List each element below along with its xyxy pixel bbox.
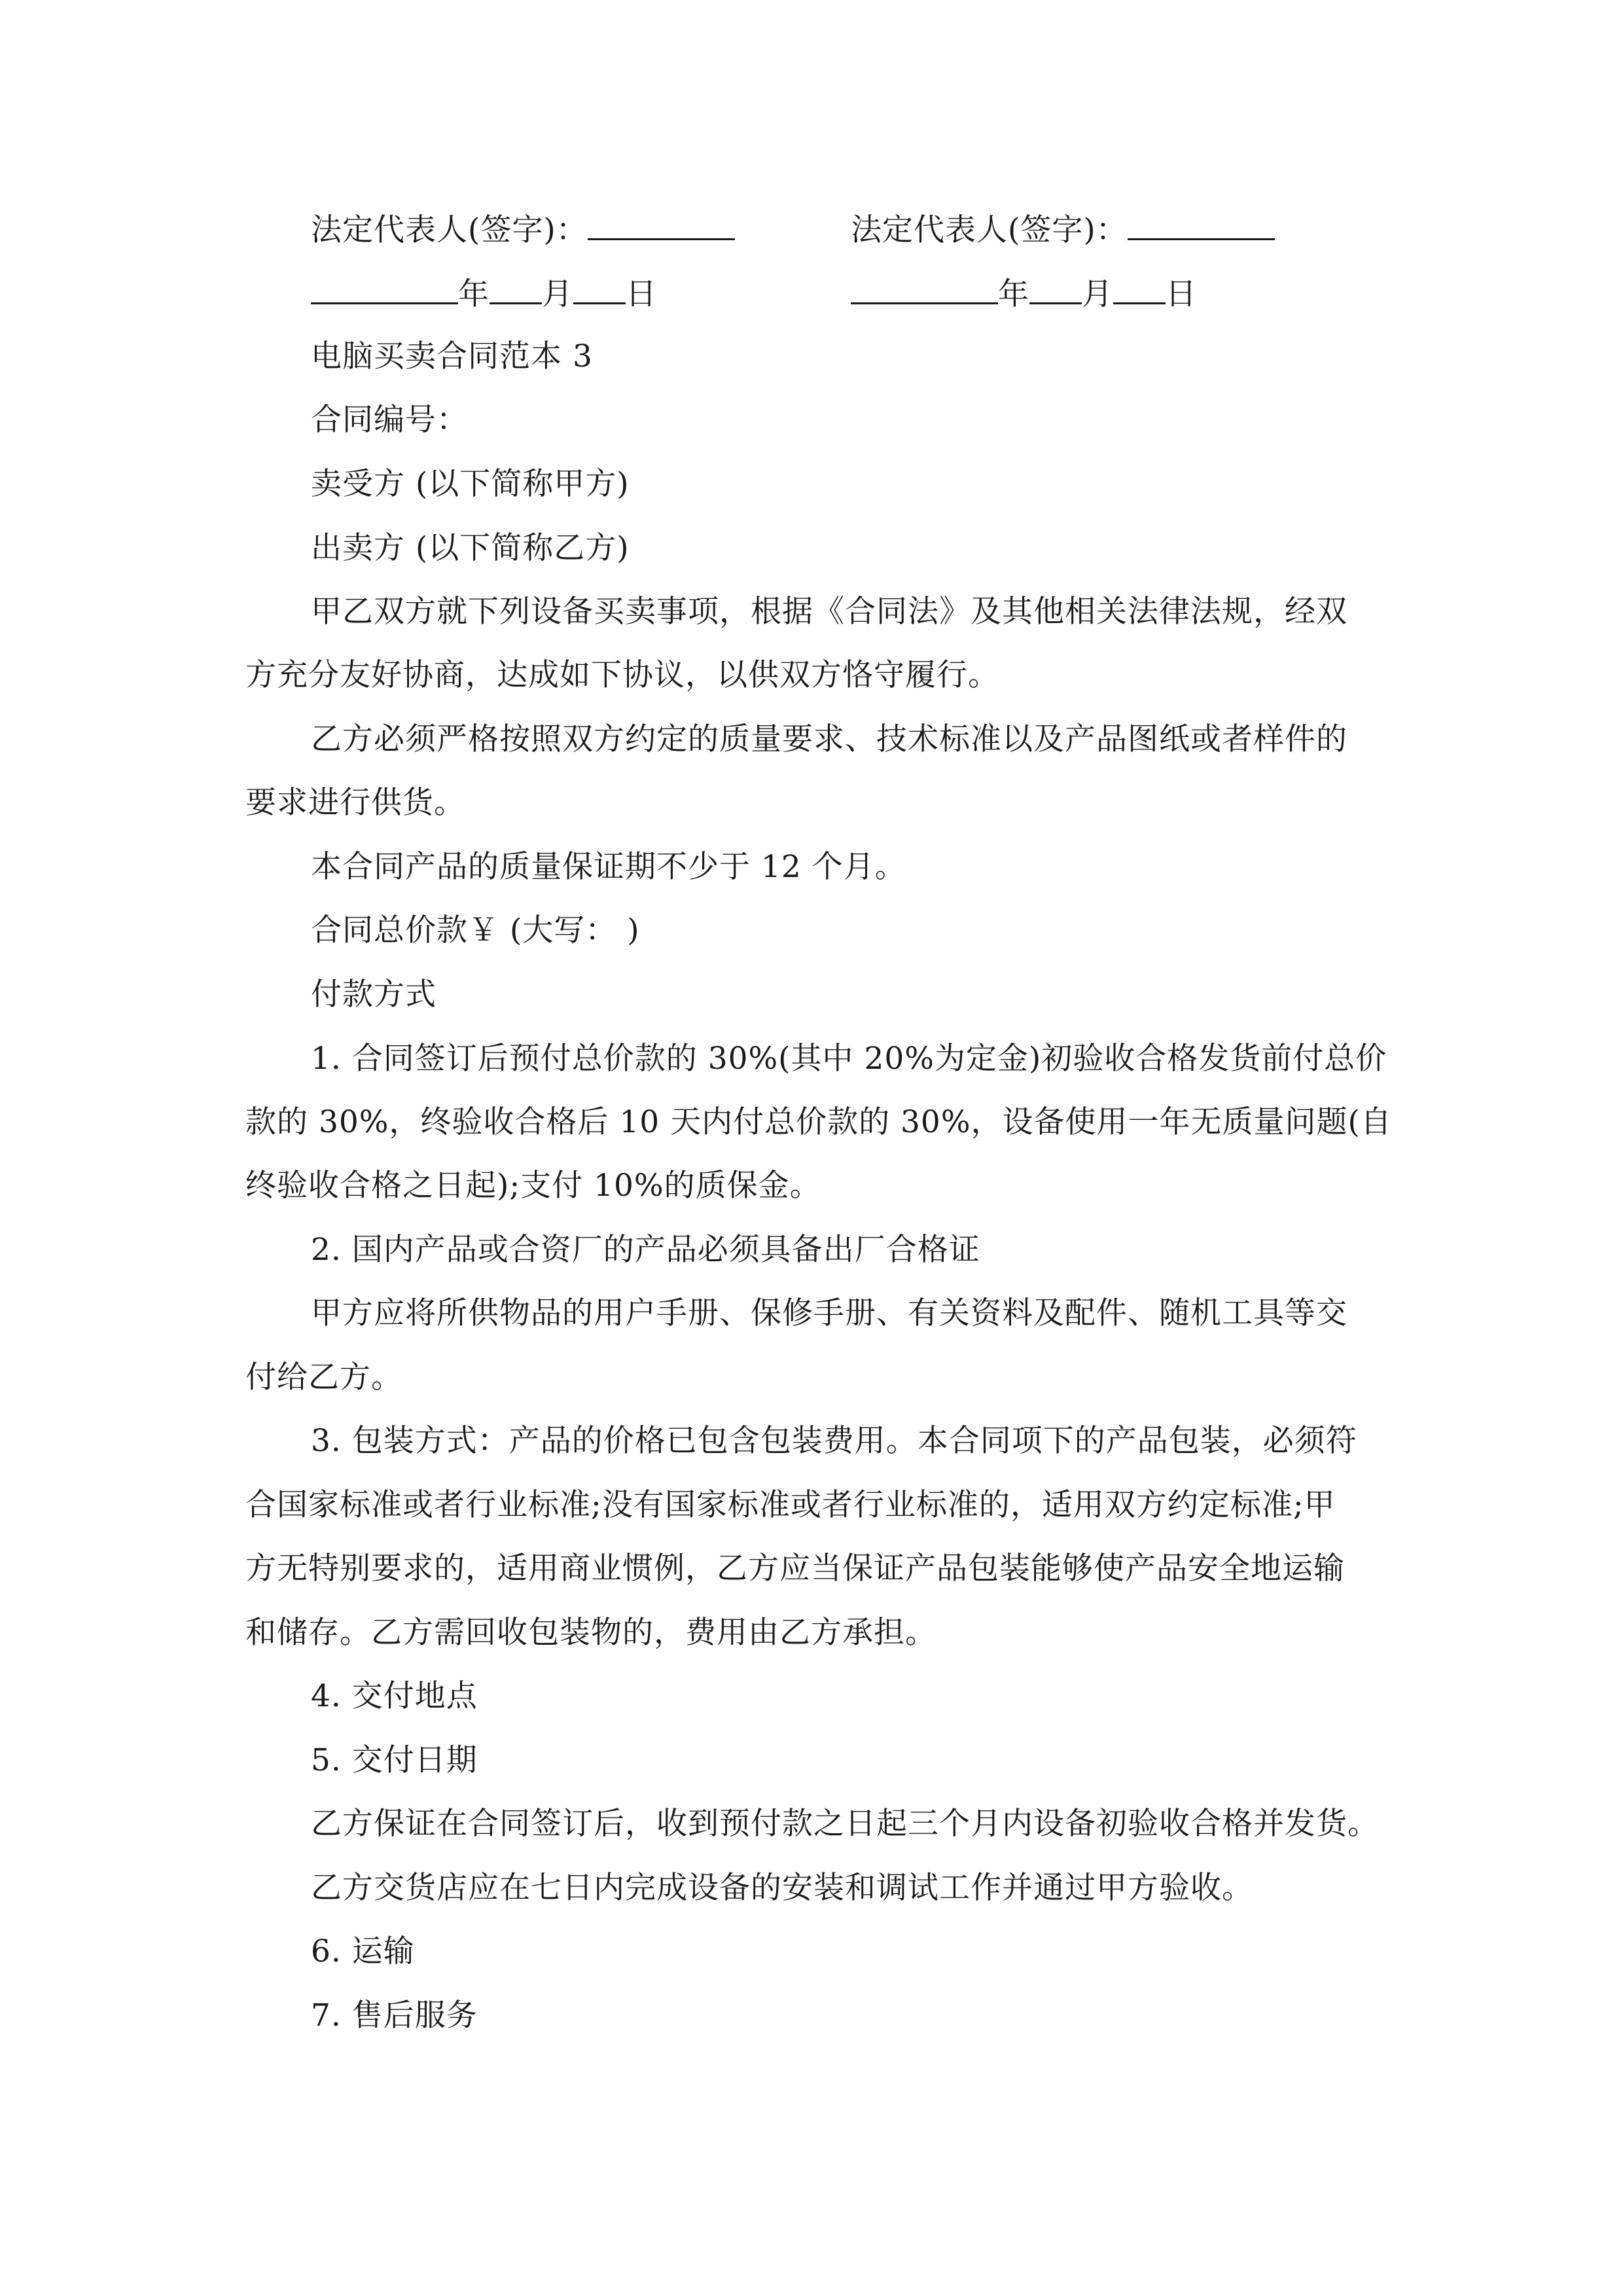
date-left-year-blank [311,274,458,304]
paragraph-4: 合同总价款￥ (大写： ) [311,912,640,948]
paragraph-2-line-2: 要求进行供货。 [245,785,465,821]
signature-left-blank [588,209,735,240]
paragraph-13: 乙方交货店应在七日内完成设备的安装和调试工作并通过甲方验收。 [311,1870,1253,1906]
signature-right-label: 法定代表人(签字)： [851,212,1128,248]
date-right-year: 年 [998,276,1029,312]
paragraph-15: 7. 售后服务 [311,1998,478,2034]
signature-right-blank [1128,209,1275,240]
paragraph-11: 5. 交付日期 [311,1742,478,1778]
date-left-month: 月 [542,276,573,312]
paragraph-2-line-1: 乙方必须严格按照双方约定的质量要求、技术标准以及产品图纸或者样件的 [311,721,1347,757]
paragraph-8-line-2: 付给乙方。 [245,1359,402,1395]
paragraph-9-line-1: 3. 包装方式：产品的价格已包含包装费用。本合同项下的产品包装，必须符 [311,1423,1357,1459]
paragraph-7: 2. 国内产品或合资厂的产品必须具备出厂合格证 [311,1232,980,1268]
paragraph-6-line-3: 终验收合格之日起);支付 10%的质保金。 [245,1168,821,1204]
paragraph-1-line-1: 甲乙双方就下列设备买卖事项，根据《合同法》及其他相关法律法规，经双 [311,594,1347,630]
date-right-day: 日 [1166,276,1197,312]
paragraph-9-line-2: 合国家标准或者行业标准;没有国家标准或者行业标准的，适用双方约定标准;甲 [245,1487,1336,1523]
date-right-month-blank [1029,274,1082,304]
document-title: 电脑买卖合同范本 3 [311,338,593,374]
signature-left [311,209,735,250]
paragraph-3: 本合同产品的质量保证期不少于 12 个月。 [311,849,906,885]
date-left-month-blank [490,274,542,304]
paragraph-5: 付款方式 [311,977,437,1013]
paragraph-9-line-4: 和储存。乙方需回收包装物的，费用由乙方承担。 [245,1615,936,1651]
signature-left-label: 法定代表人(签字)： [311,212,588,248]
date-left [311,274,657,314]
paragraph-6-line-1: 1. 合同签订后预付总价款的 30%(其中 20%为定金)初验收合格发货前付总价 [311,1041,1387,1077]
paragraph-6-line-2: 款的 30%，终验收合格后 10 天内付总价款的 30%，设备使用一年无质量问题(自 [245,1104,1392,1140]
date-right-month: 月 [1082,276,1113,312]
date-right-day-blank [1113,274,1166,304]
signature-right [851,209,1275,250]
contract-number: 合同编号： [311,402,468,438]
seller-line: 出卖方 (以下简称乙方) [311,530,630,566]
paragraph-1-line-2: 方充分友好协商，达成如下协议，以供双方恪守履行。 [245,657,999,693]
date-left-year: 年 [458,276,490,312]
paragraph-10: 4. 交付地点 [311,1678,478,1714]
paragraph-8-line-1: 甲方应将所供物品的用户手册、保修手册、有关资料及配件、随机工具等交 [311,1295,1347,1331]
paragraph-12: 乙方保证在合同签订后，收到预付款之日起三个月内设备初验收合格并发货。 [311,1806,1379,1842]
date-right [851,274,1197,314]
date-left-day-blank [573,274,626,304]
date-right-year-blank [851,274,998,304]
date-left-day: 日 [626,276,657,312]
paragraph-9-line-3: 方无特别要求的，适用商业惯例，乙方应当保证产品包装能够使产品安全地运输 [245,1551,1345,1587]
paragraph-14: 6. 运输 [311,1933,415,1969]
buyer-line: 卖受方 (以下简称甲方) [311,466,630,502]
